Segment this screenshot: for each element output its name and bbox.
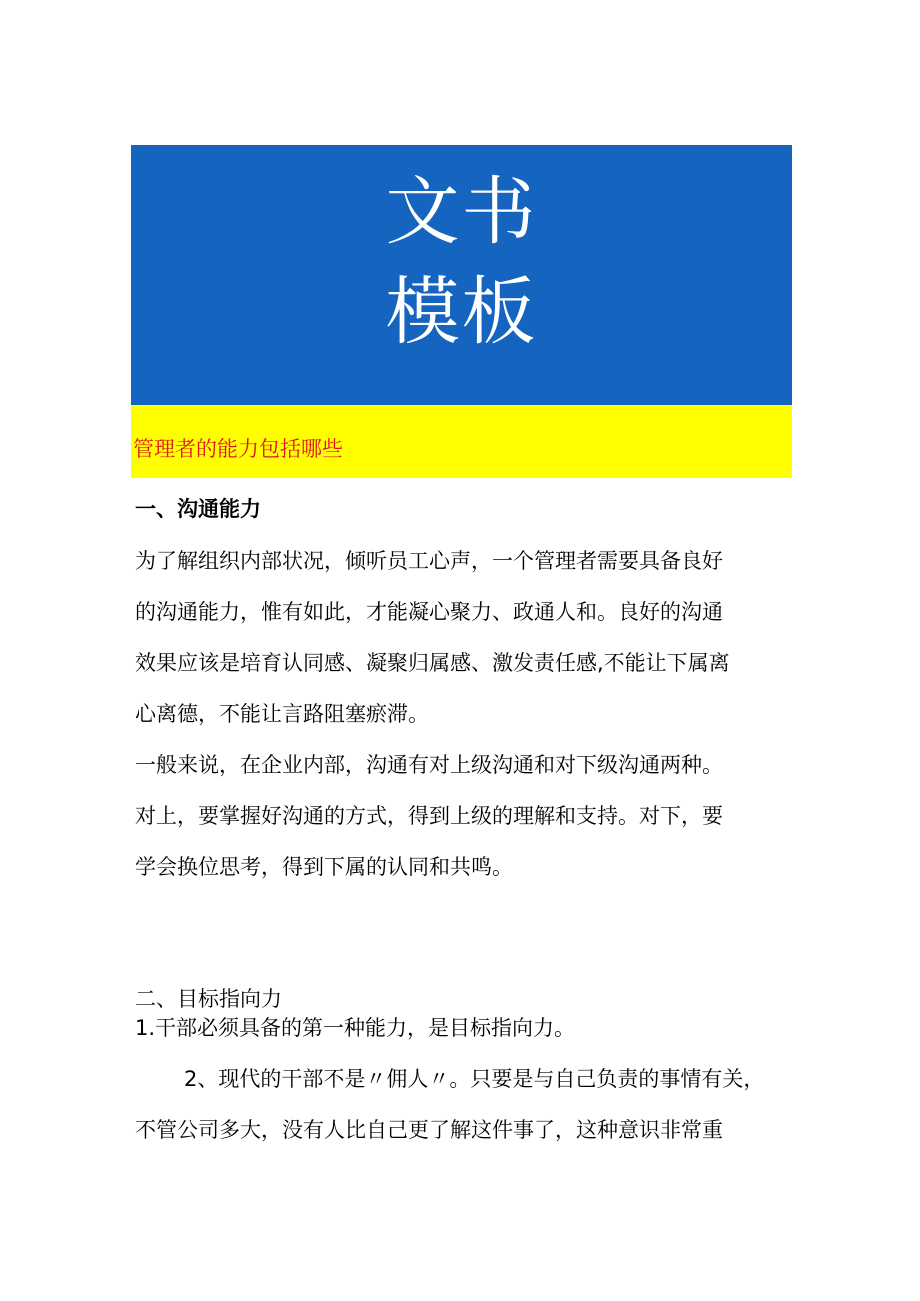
paragraph-line: 效果应该是培育认同感、凝聚归属感、激发责任感,不能让下属离 — [135, 651, 730, 675]
paragraph-line: 心离德，不能让言路阻塞瘀滞。 — [135, 702, 429, 726]
section-2-heading: 二、目标指向力 — [135, 987, 282, 1011]
paragraph-line: 学会换位思考，得到下属的认同和共鸣。 — [135, 855, 513, 879]
section-2-item-2 — [135, 1054, 795, 1156]
section-2-item-1: 1.干部必须具备的第一种能力，是目标指向力。 — [135, 1016, 576, 1040]
document-subtitle: 管理者的能力包括哪些 — [133, 437, 343, 461]
cover-title-line-2: 模板 — [385, 269, 538, 355]
paragraph-line: 一般来说，在企业内部，沟通有对上级沟通和对下级沟通两种。 — [135, 753, 723, 777]
paragraph-line: 的沟通能力，惟有如此，才能凝心聚力、政通人和。良好的沟通 — [135, 600, 723, 624]
cover-subtitle-band — [131, 405, 792, 478]
paragraph-line: 2、现代的干部不是〃佣人〃。只要是与自己负责的事情有关， — [184, 1067, 765, 1091]
paragraph-line: 对上，要掌握好沟通的方式，得到上级的理解和支持。对下，要 — [135, 804, 723, 828]
section-1-paragraph-2 — [135, 740, 795, 893]
section-1-heading: 一、沟通能力 — [135, 497, 261, 521]
cover-title-line-1: 文书 — [385, 169, 538, 255]
paragraph-line: 为了解组织内部状况，倾听员工心声，一个管理者需要具备良好 — [135, 549, 723, 573]
paragraph-line: 不管公司多大，没有人比自己更了解这件事了，这种意识非常重 — [135, 1118, 723, 1142]
cover-title-band — [131, 145, 792, 405]
section-1-paragraph-1 — [135, 536, 795, 740]
